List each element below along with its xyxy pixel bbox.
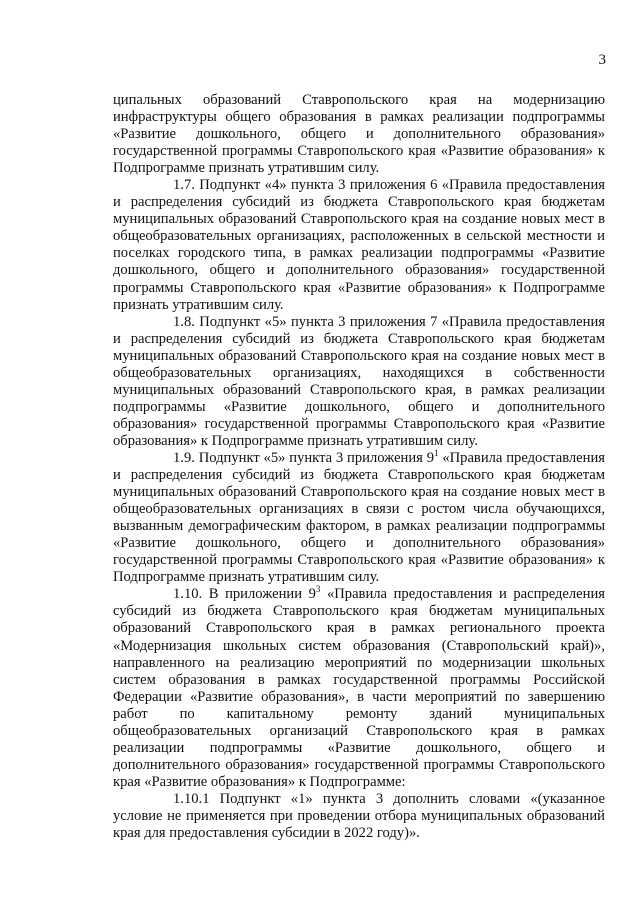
document-body [113,92,605,842]
paragraph-item-1-10-rest: «Правила предоставления и распределения субсидий из бюджета Ставропольского края бюджетам муниципальных образований Ставропольского края в рамках регионального проекта «Модернизация школьных систем образования (Ставропольский край)», направленного на реализацию мероприятий по модернизации школьных систем образования в рамках государственной программы Российской Федерации «Развитие образования», в части мероприятий по завершению работ по капитальному ремонту зданий муниципальных общеобразовательных организаций Ставропольского края в рамках реализации подпрограммы «Развитие дошкольного, общего и дополнительного образования» государственной программы Ставропольского края «Развитие образования» к Подпрограмме: [113,586,605,790]
paragraph-item-1-9 [113,447,605,586]
superscript-index: 3 [315,584,321,595]
page-number: 3 [598,52,606,68]
superscript-index: 1 [434,447,439,458]
paragraph-item-1-8: 1.8. Подпункт «5» пункта 3 приложения 7 «Правила предоставления и распределения субсидий из бюджета Ставропольского края бюджетам муниципальных образований Ставропольского края на создание новых мест в общеобразовательных организациях, находящихся в собственности муниципальных образований Ставропольского края, в рамках реализации подпрограммы «Развитие дошкольного, общего и дополнительного образования» государственной программы Ставропольского края «Развитие образования» к Подпрограмме признать утратившим силу. [113,313,605,449]
paragraph-item-1-10 [113,586,605,791]
paragraph-continuation: ципальных образований Ставропольского края на модернизацию инфраструктуры общего образования в рамках реализации подпрограммы «Развитие дошкольного, общего и дополнительного образования» государственной программы Ставропольского края «Развитие образования» к Подпрограмме признать утратившим силу. [113,92,605,177]
paragraph-item-1-9-rest: «Правила предоставления и распределения субсидий из бюджета Ставропольского края бюджетам муниципальных образований Ставропольского края на создание новых мест в общеобразовательных организациях в связи с ростом числа обучающихся, вызванным демографическим фактором, в рамках реализации подпрограммы «Развитие дошкольного, общего и дополнительного образования» государственной программы Ставропольского края «Развитие образования» к Подпрограмме признать утратившим силу. [113,449,605,586]
paragraph-item-1-10-1: 1.10.1 Подпункт «1» пункта 3 дополнить словами «(указанное условие не применяется при проведении отбора муниципальных образований края для предоставления субсидии в 2022 году)». [113,790,605,842]
paragraph-item-1-10-lead: 1.10. В приложении 9 [173,586,316,603]
paragraph-item-1-9-lead: 1.9. Подпункт «5» пункта 3 приложения 9 [173,449,434,466]
paragraph-item-1-7: 1.7. Подпункт «4» пункта 3 приложения 6 «Правила предоставления и распределения субсидий из бюджета Ставропольского края бюджетам муниципальных образований Ставропольского края на создание новых мест в общеобразовательных организациях, расположенных в сельской местности и поселках городского типа, в рамках реализации подпрограммы «Развитие дошкольного, общего и дополнительного образования» государственной программы Ставропольского края «Развитие образования» к Подпрограмме признать утратившим силу. [113,177,605,313]
